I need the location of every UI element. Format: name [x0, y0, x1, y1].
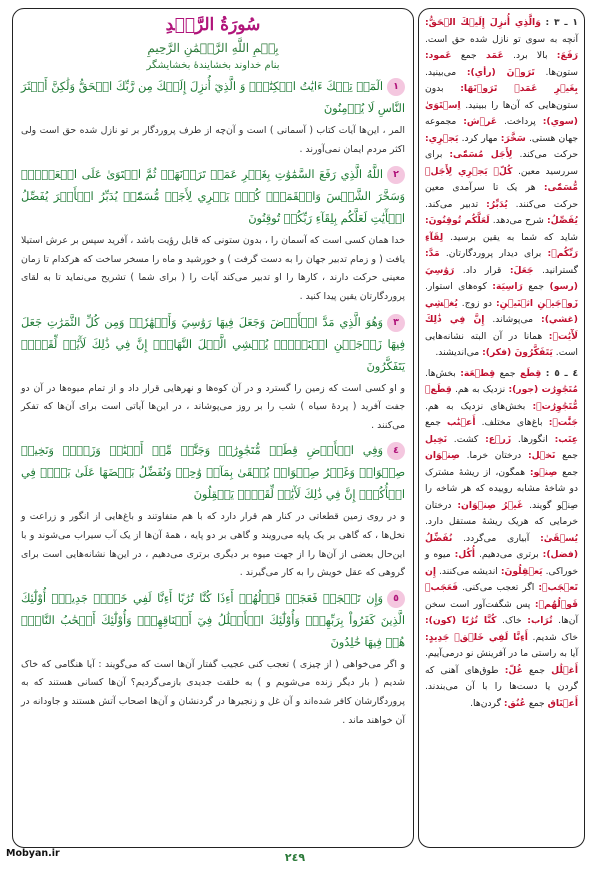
verse-arabic: [21, 440, 405, 506]
glossary-meaning: جمع: [528, 281, 545, 292]
glossary-meaning: آبیاری می‌گردد.: [463, 532, 530, 544]
verse-block: [13, 588, 413, 730]
glossary-term: لَعَلَّكُم تُوقِنُونَ:: [425, 215, 490, 226]
glossary-panel: [418, 8, 585, 848]
glossary-meaning: درختان خرما.: [466, 450, 522, 461]
verse-list: [13, 76, 413, 730]
glossary-meaning: قرار داد.: [462, 264, 502, 276]
glossary-meaning: خاک.: [502, 615, 522, 626]
glossary-term: قِطۡعَة:: [460, 367, 496, 379]
glossary-term: كُلّٞ يَجۡرِي لِأَجَلٖ مُّسَمّٗى:: [425, 165, 578, 193]
glossary-meaning: پس شگفت‌آور است سخن آن‌ها.: [425, 598, 579, 626]
glossary-meaning: جمع: [425, 417, 441, 428]
basmala-translation: بنام خداوند بخشايندۀ بخشايشگر: [146, 60, 280, 71]
glossary-meaning: جمع: [562, 466, 579, 478]
glossary-meaning: طوق‌های آهنی که گردن یا دست‌ها را با آن می‌بندند.: [425, 664, 578, 692]
glossary-term: لِأَجَل مُسَمّٗى:: [449, 149, 513, 160]
glossary-meaning: شرح می‌دهد.: [492, 215, 544, 226]
glossary-term: إِن تَعۡجَبۡ:: [425, 565, 578, 593]
glossary-term: رَفَعَ:: [556, 50, 579, 61]
glossary-term: صِنۡوَان: [425, 450, 460, 461]
verse-number-badge: ١: [387, 78, 405, 96]
glossary-term: عِنَب:: [554, 433, 579, 445]
glossary-meaning: انگورها.: [517, 433, 548, 445]
glossary-term: نَخِيل: [425, 433, 448, 445]
glossary-meaning: می‌اندیشند.: [435, 347, 480, 358]
glossary-term: قِطَع: [520, 367, 542, 379]
glossary-meaning: جمع: [499, 367, 516, 379]
verse-translation: و اگر می‌خواهی ( از چیزی ) تعجب کنی عجیب گفتار آن‌ها است که می‌گویند : آیا هنگامی که خاک شدیم ( بار دیگر زنده می‌شویم و ) به خلقت جدیدی بازمی‌گردیم؟ آن‌ها کسانی هستند که به پروردگارشان کافر شده‌اند و آن غل و زنجیرها در گردنشان و آن‌ها اصحاب آتش هستند و جاودانه در آن خواهند ماند .: [21, 658, 405, 726]
glossary-meaning: می‌پوشاند.: [492, 314, 534, 325]
glossary-term: لِقَآءِ رَبِّكُمۡ:: [425, 231, 579, 259]
glossary-term: رَوَٰسِيَ (رسو): [425, 264, 578, 292]
glossary-meaning: بدون ستون‌هایی که آن‌ها را ببینید.: [425, 83, 578, 111]
verse-translation: المر ، این‌ها آیات کتاب ( آسمانی ) است و آن‌چه از طرف پروردگار بر تو نازل شده حق است ولی اکثر مردم ایمان نمی‌آورند .: [21, 125, 405, 155]
glossary-meaning: میوه و خوراکی.: [425, 549, 579, 577]
glossary-term: فَعَجَبٞ قَوۡلُهُمۡ:: [425, 582, 579, 610]
glossary-term: مُتَجَٰوِرَٰت (جور):: [508, 384, 578, 395]
glossary-term: عَرۡش:: [463, 116, 498, 127]
glossary-term: يَجۡرِي:: [425, 132, 459, 144]
quran-text-panel: [12, 8, 414, 848]
glossary-meaning: برای سررسید معین.: [425, 149, 578, 177]
glossary-term: يُسۡقَىٰ:: [540, 532, 579, 544]
verse-number-badge: ٤: [387, 442, 405, 460]
glossary-term: أَءِنَّا لَفِي خَلۡقٖ جَدِيدٍ:: [425, 631, 528, 643]
glossary-meaning: بالا برد.: [513, 50, 548, 61]
glossary-meaning: هر یک تا سرآمدی معین حرکت می‌کنند.: [425, 182, 578, 210]
glossary-meaning: برتری می‌دهیم.: [478, 549, 539, 560]
glossary-term: وَالَّذِي أُنزِلَ إِلَيۡكَ الۡحَقُّ:: [425, 17, 541, 28]
glossary-meaning: ستون‌ها.: [545, 66, 578, 78]
glossary-term: يَتَفَكَّرُونَ (فكر):: [482, 347, 553, 358]
basmala: بِسۡمِ اللَّهِ الرَّحۡمَٰنِ الرَّحِيمِ: [147, 41, 279, 55]
glossary-term: زَوۡجَيۡنِ اثۡنَيۡنِ:: [496, 297, 578, 309]
glossary-meaning: تدبیر می‌کند.: [425, 198, 479, 210]
verse-translation: خدا همان کسی است که آسمان را ، بدون ستونی که قابل رؤیت باشد ، آفرید سپس بر عرش استیلا یافت ( و زمام تدبیر جهان را به دست گرفت ) و خورشید و ماه را مسخر ساخت که هرکدام تا زمان معینی حرکت دارند ، کارها را او تدبیر می‌کند آیات را ( برای شما ) تشریح می‌نماید تا به لقای پروردگارتان یقین پیدا کنید .: [21, 235, 405, 302]
glossary-term: يَعۡقِلُونَ:: [500, 565, 543, 577]
glossary-meaning: کشت.: [453, 433, 479, 445]
glossary-meaning: مجموعه جهان هستی.: [425, 116, 579, 144]
glossary-meaning: بخش‌های نزدیک به هم.: [425, 400, 526, 412]
glossary-meaning: درختان خرمایی که هریک ریشهٔ مستقل دارد.: [425, 499, 578, 527]
glossary-meaning: گسترانید.: [541, 264, 578, 276]
glossary-term: يُغۡشِي (غشي):: [425, 297, 579, 325]
glossary-term: سَخَّرَ:: [500, 132, 526, 144]
glossary-meaning: همانا در آن البته نشانه‌هایی است.: [425, 330, 578, 358]
glossary-term: غَيۡرُ صِنۡوَان:: [457, 499, 524, 511]
verse-arabic-text: وَفِي الۡأَرۡضِ قِطَعٞ مُّتَجَٰوِرَٰتٞ وَجَنَّٰتٞ مِّنۡ أَعۡنَٰبٖ وَزَرۡعٞ وَنَخِيلٞ صِنۡوَانٞ وَغَيۡرُ صِنۡوَانٖ يُسۡقَىٰ بِمَآءٖ وَٰحِدٖ وَنُفَضِّلُ بَعۡضَهَا عَلَىٰ بَعۡضٖ فِي الۡأُكُلِۚ إِنَّ فِي ذَٰلِكَ لَأٓيَٰتٖ لِّقَوۡمٖ يَعۡقِلُونَ: [21, 444, 405, 502]
glossary-meaning: گردن‌ها.: [470, 697, 501, 709]
verse-arabic: [21, 588, 405, 654]
glossary-term: اِسۡتَوَىٰ (سوي):: [425, 99, 579, 127]
glossary-term: جَعَلَ:: [509, 264, 534, 276]
glossary-meaning: حرکت می‌کند.: [519, 149, 579, 160]
glossary-term: تَرَوۡنَ (رأي):: [466, 66, 535, 78]
verse-arabic: [21, 76, 405, 120]
glossary-term: أَعۡنَاق: [547, 697, 578, 709]
glossary-term: زَرۡع:: [485, 433, 512, 445]
glossary-meaning: پرداخت.: [503, 116, 536, 127]
glossary-term: بِغَيۡرِ عَمَدٖ تَرَوۡنَهَا:: [460, 83, 578, 94]
verse-block: [13, 440, 413, 582]
glossary-meaning: شاید که شما به یقین برسید.: [450, 231, 578, 243]
glossary-term: صِنۡو:: [529, 466, 558, 478]
verse-arabic-text: وَإِن تَعۡجَبۡ فَعَجَبٞ قَوۡلُهُمۡ أَءِذَا كُنَّا تُرَٰبًا أَءِنَّا لَفِي خَلۡقٖ جَدِيدٍۗ أُوْلَٰٓئِكَ الَّذِينَ كَفَرُواْ بِرَبِّهِمۡۖ وَأُوْلَٰٓئِكَ الۡأَغۡلَٰلُ فِيٓ أَعۡنَاقِهِمۡۖ وَأُوْلَٰٓئِكَ أَصۡحَٰبُ النَّارِۖ هُمۡ فِيهَا خَٰلِدُونَ: [21, 591, 405, 649]
glossary-term: تُرَاب:: [527, 615, 553, 626]
verse-block: [13, 76, 413, 159]
glossary-meaning: جمع: [528, 697, 545, 709]
glossary-meaning: کوه‌های استوار.: [425, 281, 487, 292]
glossary-meaning: باغ‌های مختلف.: [481, 417, 543, 428]
verse-translation: و در روی زمین قطعاتی در کنار هم قرار دارد که با هم متفاوتند و باغ‌هایی از انگور و زراعت و نخل‌ها ، که گاهی بر یک پایه می‌رویند و گاهی بر دو پایه ، همهٔ آن‌ها از یک آب سیراب می‌شوند و با این‌حال بعضی از آن‌ها را از جهت میوه بر دیگری برتری می‌دهیم ، در این‌ها نشانه‌هایی است برای گروهی که عقل خویش را به کار می‌گیرند .: [21, 511, 405, 579]
glossary-meaning: نزدیک به هم.: [454, 384, 506, 395]
glossary-term: قِطَعٞ مُّتَجَٰوِرَٰتٞ:: [425, 384, 578, 412]
verse-block: [13, 312, 413, 436]
page-number: ٢٤٩: [284, 851, 306, 864]
verse-number-badge: ٢: [387, 166, 405, 184]
glossary-term: جَنَّٰتٞ:: [548, 417, 578, 428]
glossary-verse-ref: ٤ ـ ٥ :: [545, 367, 579, 379]
verse-arabic-text: اللَّهُ الَّذِي رَفَعَ السَّمَٰوَٰتِ بِغَيۡرِ عَمَدٖ تَرَوۡنَهَاۖ ثُمَّ اسۡتَوَىٰ عَلَى الۡعَرۡشِۖ وَسَخَّرَ الشَّمۡسَ وَالۡقَمَرَۖ كُلّٞ يَجۡرِي لِأَجَلٖ مُّسَمّٗىۚ يُدَبِّرُ الۡأَمۡرَ يُفَصِّلُ الۡأٓيَٰتِ لَعَلَّكُم بِلِقَآءِ رَبِّكُمۡ تُوقِنُونَ: [21, 168, 405, 226]
verse-translation: و او کسی است که زمین را گسترد و در آن کوه‌ها و نهرهایی قرار داد و از تمام میوه‌ها در آن دو جفت آفرید ( پردۀ سیاه ) شب را بر روز می‌پوشاند ، در این‌ها آیاتی است برای آن‌ها که تفکر می‌کنند .: [21, 382, 405, 431]
glossary-term: أَعۡنَٰب: [447, 417, 476, 428]
glossary-meaning: اگر تعجب می‌کنی.: [462, 582, 535, 593]
verse-number-badge: ٥: [387, 590, 405, 608]
glossary-meaning: اندیشه می‌کنند.: [439, 565, 498, 577]
glossary-meaning: جمع: [529, 664, 545, 676]
verse-arabic-text: الٓمٓرۚ تِلۡكَ ءَايَٰتُ الۡكِتَٰبِۗ وَ الَّذِيٓ أُنزِلَ إِلَيۡكَ مِن رَّبِّكَ الۡحَقُّ وَلَٰكِنَّ أَكۡثَرَ النَّاسِ لَا يُؤۡمِنُونَ: [21, 80, 405, 115]
glossary-term: عُنُق:: [503, 697, 526, 709]
glossary-meaning: جمع: [460, 50, 477, 61]
glossary-term: عَمَد: [486, 50, 504, 61]
glossary-term: رَاسِيَة:: [492, 281, 523, 292]
glossary-verse-ref: ١ ـ ٣ :: [545, 17, 579, 28]
verse-arabic: [21, 164, 405, 230]
glossary-term: أَغۡلَٰل: [551, 664, 579, 676]
glossary-term: نَخۡل:: [527, 450, 556, 461]
glossary-meaning: همگون، از ریشهٔ مشترک دو شاخهٔ مشابه روییده که هر شاخه را صِنۡو گویند.: [425, 466, 579, 511]
glossary-term: يُدَبِّرُ:: [486, 198, 508, 210]
glossary-meaning: جمع: [562, 450, 578, 461]
verse-arabic-text: وَهُوَ الَّذِي مَدَّ الۡأَرۡضَ وَجَعَلَ فِيهَا رَوَٰسِيَ وَأَنۡهَٰرٗاۖ وَمِن كُلِّ الثَّمَرَٰتِ جَعَلَ فِيهَا زَوۡجَيۡنِ اثۡنَيۡنِۖ يُغۡشِي الَّيۡلَ النَّهَارَۚ إِنَّ فِي ذَٰلِكَ لَأٓيَٰتٖ لِّقَوۡمٖ يَتَفَكَّرُونَ: [21, 315, 405, 373]
site-brand: Mobyan.ir: [6, 848, 60, 859]
glossary-meaning: آنچه به سوی تو نازل شده حق است.: [425, 33, 578, 45]
glossary-meaning: خاک شدیم.: [532, 631, 578, 643]
glossary-term: نُفَضِّلُ (فضل):: [425, 532, 579, 560]
surah-title: سُورَةُ الرَّعۡدِ: [165, 15, 261, 35]
verse-number-badge: ٣: [387, 314, 405, 332]
glossary-term: يُفَصِّلُ:: [547, 215, 578, 226]
glossary-meaning: می‌بینید.: [425, 66, 457, 78]
glossary-meaning: بخش‌ها.: [425, 367, 456, 379]
verse-block: [13, 164, 413, 306]
glossary-term: كُنَّا تُرَٰبًا (كون):: [425, 615, 497, 626]
verse-arabic: [21, 312, 405, 378]
glossary-meaning: مهار کرد.: [461, 132, 498, 144]
glossary-text: [419, 9, 584, 712]
glossary-term: غُلّ:: [504, 664, 523, 676]
glossary-term: مَدَّ:: [425, 248, 440, 259]
glossary-term: إِنَّ فِي ذَٰلِكَ لَأٓيَٰتٖ:: [425, 314, 579, 342]
glossary-meaning: دو زوج.: [461, 297, 493, 309]
glossary-term: عَمود:: [425, 50, 452, 61]
glossary-meaning: آیا به راستی ما در آفرینش نو درمی‌آییم.: [425, 648, 578, 659]
glossary-term: أُكُل:: [454, 549, 475, 560]
glossary-meaning: برای دیدار پروردگارتان.: [445, 248, 542, 259]
